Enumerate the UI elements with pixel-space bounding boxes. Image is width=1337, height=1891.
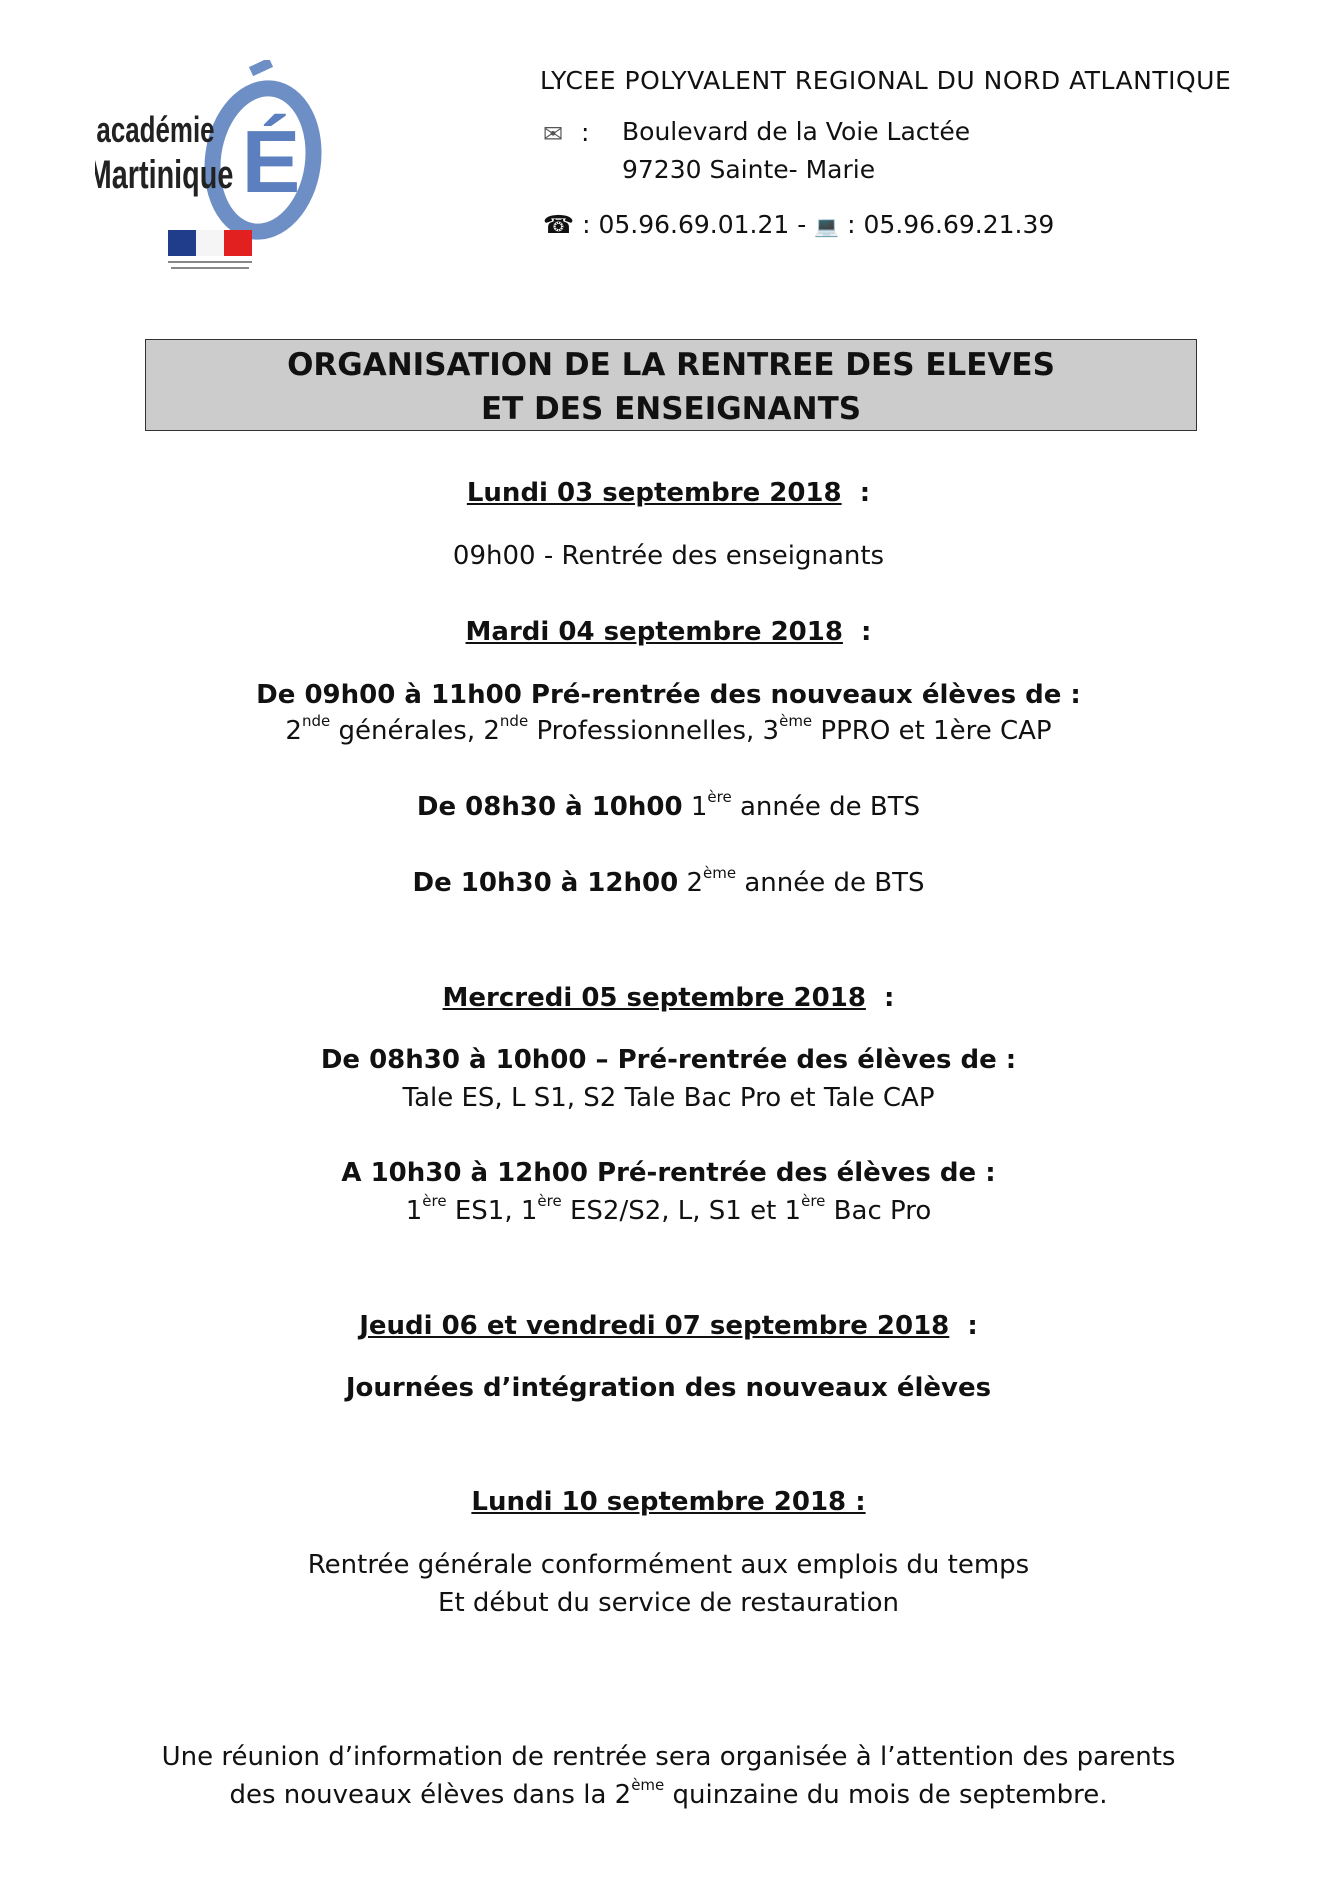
day2-slot3: De 10h30 à 12h00 2ème année de BTS <box>412 864 925 898</box>
logo-graphic <box>95 60 335 290</box>
day5-date: Lundi 10 septembre 2018 : <box>471 1487 866 1517</box>
title-line2: ET DES ENSEIGNANTS <box>480 391 862 427</box>
french-flag-icon <box>168 230 252 269</box>
day4-date: Jeudi 06 et vendredi 07 septembre 2018 <box>359 1311 950 1341</box>
school-name: LYCEE POLYVALENT REGIONAL DU NORD ATLANTIQUE <box>540 66 1232 95</box>
logo-text-line2: Martinique <box>95 152 234 198</box>
day4-heading: Jeudi 06 et vendredi 07 septembre 2018 : <box>359 1311 978 1341</box>
day2-date: Mardi 04 septembre 2018 <box>465 617 843 647</box>
day5-line1: Rentrée générale conformément aux emplois du temps <box>307 1550 1030 1580</box>
day1-item: 09h00 - Rentrée des enseignants <box>452 541 885 571</box>
day3-slot1-time: De 08h30 à 10h00 – Pré-rentrée des élèves de : <box>320 1045 1017 1075</box>
footer-line1: Une réunion d’information de rentrée sera organisée à l’attention des parents <box>161 1742 1176 1772</box>
logo-text-line1: académie <box>96 109 215 151</box>
address-colon: : <box>581 118 590 147</box>
phone-number: ☎ : 05.96.69.01.21 - <box>543 210 807 239</box>
day2-slot1-classes: 2nde générales, 2nde Professionnelles, 3ème PPRO et 1ère CAP <box>285 712 1052 746</box>
fax-number: : 05.96.69.21.39 <box>847 210 1055 239</box>
contact-line <box>543 210 1054 239</box>
academie-martinique-logo <box>95 60 335 290</box>
address-line1: Boulevard de la Voie Lactée <box>622 117 971 146</box>
day1-date: Lundi 03 septembre 2018 <box>466 478 842 508</box>
day3-date: Mercredi 05 septembre 2018 <box>442 983 866 1013</box>
day2-slot1-time: De 09h00 à 11h00 Pré-rentrée des nouveaux élèves de : <box>256 680 1081 710</box>
day3-slot1-classes: Tale ES, L S1, S2 Tale Bac Pro et Tale CAP <box>402 1083 935 1113</box>
day3-heading: Mercredi 05 septembre 2018 : <box>442 983 895 1013</box>
title-box <box>145 339 1197 431</box>
envelope-icon: ✉ <box>543 120 564 148</box>
day5-heading <box>0 1487 1337 1517</box>
day5-line2: Et début du service de restauration <box>438 1588 899 1618</box>
day4-item: Journées d’intégration des nouveaux élèves <box>345 1373 992 1403</box>
address-line2: 97230 Sainte- Marie <box>622 155 876 184</box>
title-line1: ORGANISATION DE LA RENTREE DES ELEVES <box>287 347 1055 383</box>
logo-letter: É <box>241 112 301 211</box>
footer-line2: des nouveaux élèves dans la 2ème quinzaine du mois de septembre. <box>229 1776 1108 1810</box>
day3-slot2-time: A 10h30 à 12h00 Pré-rentrée des élèves de : <box>341 1158 996 1188</box>
day2-slot2: De 08h30 à 10h00 1ère année de BTS <box>416 788 921 822</box>
day1-heading: Lundi 03 septembre 2018 : <box>466 478 871 508</box>
day3-slot2-classes: 1ère ES1, 1ère ES2/S2, L, S1 et 1ère Bac Pro <box>405 1192 932 1226</box>
day2-heading: Mardi 04 septembre 2018 : <box>465 617 872 647</box>
computer-icon: 💻 <box>814 214 840 238</box>
